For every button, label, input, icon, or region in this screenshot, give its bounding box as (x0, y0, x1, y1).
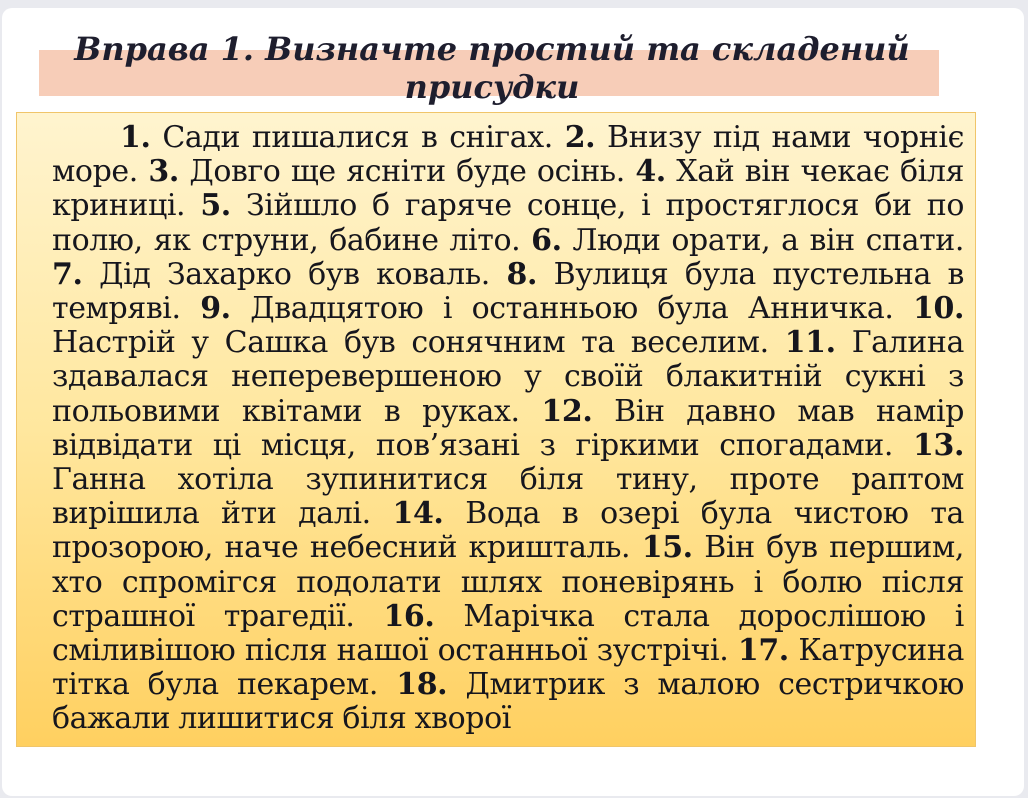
sentence-number: 9. (200, 291, 231, 327)
sentence-text: Марічка стала дорослішою і сміливішою після нашої останньої зустрічі. (52, 598, 964, 669)
exercise-title: Вправа 1. Визначте простий та складений присудки (74, 30, 910, 106)
sentence-text: Катрусина тітка була пекарем. (52, 633, 964, 703)
sentence-number: 7. (52, 256, 83, 292)
sentence-number: 10. (913, 291, 965, 327)
sentence-number: 6. (531, 222, 562, 258)
sentence-number: 18. (396, 667, 448, 703)
sentence (200, 291, 893, 326)
sentence-number: 8. (506, 256, 538, 292)
sentence-number: 4. (635, 154, 666, 190)
exercise-slide (2, 8, 1024, 796)
sentence-text: Зійшло б гаряче сонце, і простяглося би по полю, як струни, бабине літо. (52, 188, 965, 258)
sentence (120, 120, 553, 155)
sentence-text: Дід Захарко був коваль. (99, 256, 490, 292)
sentence-text: Люди орати, а він спати. (572, 222, 964, 258)
sentence-text: Хай він чекає біля криниці. (52, 154, 965, 224)
sentence-text: Він був першим, хто спромігся подолати шлях поневірянь і болю після страшної трагедії. (52, 530, 964, 634)
sentence-number: 11. (784, 325, 836, 361)
sentence-number: 5. (200, 188, 231, 224)
sentence-number: 15. (641, 530, 693, 566)
sentences-paragraph (52, 121, 964, 737)
sentence-number: 17. (737, 633, 789, 669)
sentence-text: Вода в озері була чистою та прозорою, наче небесний кришталь. (52, 496, 965, 566)
sentence-number: 2. (564, 120, 596, 155)
sentence-number: 3. (148, 154, 179, 190)
sentence-number: 16. (383, 598, 435, 634)
sentence (52, 257, 490, 292)
sentence-text: Вулиця була пустельна в темряві. (52, 256, 965, 327)
sentence-text: Галина здавалася неперевершеною у своїй блакитній сукні з польовими квітами в руках. (52, 325, 964, 429)
sentence (148, 154, 625, 189)
sentence (531, 223, 964, 258)
sentence-text: Дмитрик з малою сестричкою бажали лишитися біля хворої (52, 667, 965, 737)
sentence-text: Настрій у Сашка був сонячним та веселим. (52, 325, 769, 361)
sentence-text: Ганна хотіла зупинитися біля тину, проте раптом вирішила йти далі. (52, 462, 964, 532)
sentence-text: Сади пишалися в снігах. (162, 120, 553, 155)
sentence-number: 12. (541, 393, 593, 429)
sentence-text: Він давно мав намір відвідати ці місця, пов’язані з гіркими спогадами. (52, 393, 965, 463)
sentence-text: Двадцятою і останньою була Анничка. (250, 291, 894, 327)
sentence-number: 1. (120, 120, 151, 155)
sentence-text: Внизу під нами чорніє море. (52, 120, 964, 190)
sentence-number: 13. (913, 427, 964, 463)
sentence-number: 14. (392, 496, 444, 532)
sentence-text: Довго ще ясніти буде осінь. (189, 154, 625, 190)
